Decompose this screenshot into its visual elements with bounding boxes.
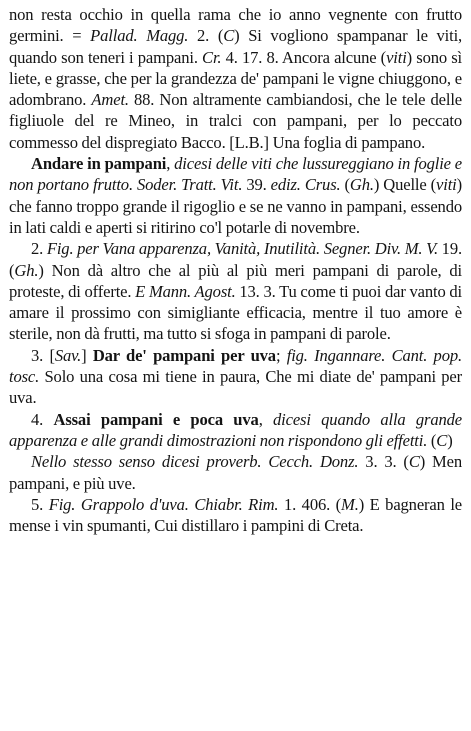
text-segment: 13. 3. Tu come ti puoi dar vanto di amare il prossimo con simigliante efficacia, mentre il tuo amore è sterile, non dà frutti, ma tutto si sfoga in pampani di parole.: [9, 281, 462, 344]
text-segment: viti: [436, 175, 457, 195]
text-segment: 3. [: [31, 345, 55, 365]
dictionary-paragraph: [9, 451, 462, 494]
dictionary-paragraph: [9, 153, 462, 238]
text-segment: ) Non dà altro che al più al più meri pampani di parole, di proteste, di offerte.: [9, 260, 462, 301]
text-segment: Nello stesso senso dicesi proverb. Cecch. Donz.: [31, 452, 359, 472]
dictionary-paragraph: [9, 345, 462, 409]
text-segment: Sav.: [54, 345, 82, 365]
text-segment: ) E bagneran le mense i vin spumanti, Cui distillaro i pampini di Creta.: [9, 494, 462, 536]
text-segment: dicesi quando alla grande apparenza e alle grandi dimostrazioni non rispondono gli effetti.: [9, 409, 462, 450]
text-segment: ediz. Crus.: [270, 175, 341, 195]
text-segment: Gh.: [14, 260, 39, 280]
text-segment: 3. 3. (: [358, 452, 409, 472]
dictionary-paragraph: [9, 238, 462, 344]
text-segment: ) Quelle (: [373, 175, 437, 195]
text-segment: ,: [166, 154, 175, 174]
text-segment: Pallad. Magg.: [90, 26, 189, 46]
text-segment: ): [447, 430, 453, 450]
text-segment: 2.: [31, 239, 47, 259]
text-segment: ) che fanno troppo grande il rigoglio e se ne vanno in pampani, essendo in lati caldi e aperti si ritirino co'l potarle di novembre.: [9, 175, 463, 237]
text-segment: Assai pampani e poca uva: [53, 409, 259, 429]
text-segment: 1. 406. (: [278, 494, 342, 514]
text-segment: M.: [341, 494, 359, 514]
text-segment: C: [436, 430, 448, 450]
text-segment: Gh.: [349, 175, 374, 195]
text-segment: 19. (: [9, 239, 462, 280]
text-segment: Andare in pampani: [31, 154, 167, 174]
text-segment: ) Men pampani, e più uve.: [9, 452, 462, 493]
text-segment: Dar de' pampani per uva: [92, 345, 276, 365]
text-segment: ) Si vogliono spampanar le viti, quando son teneri i pampani.: [9, 26, 463, 67]
text-segment: Cr.: [202, 47, 222, 67]
text-segment: fig. Ingannare. Cant. pop. tosc.: [9, 345, 462, 387]
text-segment: ;: [275, 345, 287, 365]
text-segment: viti: [386, 47, 407, 67]
text-segment: (: [427, 430, 437, 450]
text-segment: ) sono sì liete, e grasse, che per la grandezza de' pampani le vigne chiuggono, e adombrano.: [9, 47, 462, 110]
text-segment: Fig. per Vana apparenza, Vanità, Inutilità. Segner. Div. M. V.: [46, 239, 438, 259]
dictionary-paragraph: [9, 4, 462, 153]
text-segment: C: [223, 26, 235, 46]
text-segment: 39.: [242, 175, 271, 195]
dictionary-paragraph: [9, 409, 462, 452]
text-segment: E Mann. Agost.: [135, 281, 236, 301]
text-segment: dicesi delle viti che lussureggiano in foglie e non portano frutto. Soder. Tratt. Vit.: [9, 154, 462, 195]
text-segment: 5.: [31, 494, 49, 514]
text-segment: Solo una cosa mi tiene in paura, Che mi diate de' pampani per uva.: [9, 367, 462, 408]
text-segment: ,: [258, 409, 274, 429]
text-segment: C: [408, 452, 420, 472]
text-segment: 2. (: [188, 26, 224, 46]
dictionary-paragraph: [9, 494, 462, 537]
text-segment: non resta occhio in quella rama che io anno vegnente con frutto germini. =: [9, 5, 462, 46]
text-segment: Amet.: [91, 90, 129, 110]
text-segment: Fig. Grappolo d'uva. Chiabr. Rim.: [48, 494, 279, 514]
text-segment: ]: [81, 345, 93, 365]
text-segment: 88. Non altramente cambiandosi, che le tele delle figliuole del re Mineo, in tralci con pampani, per lo peccato commesso del dispregiato Bacco. [L.B.] Una foglia di pampano.: [9, 90, 462, 152]
text-segment: 4.: [31, 409, 54, 429]
text-segment: 4. 17. 8. Ancora alcune (: [221, 47, 387, 67]
text-segment: (: [340, 175, 350, 195]
